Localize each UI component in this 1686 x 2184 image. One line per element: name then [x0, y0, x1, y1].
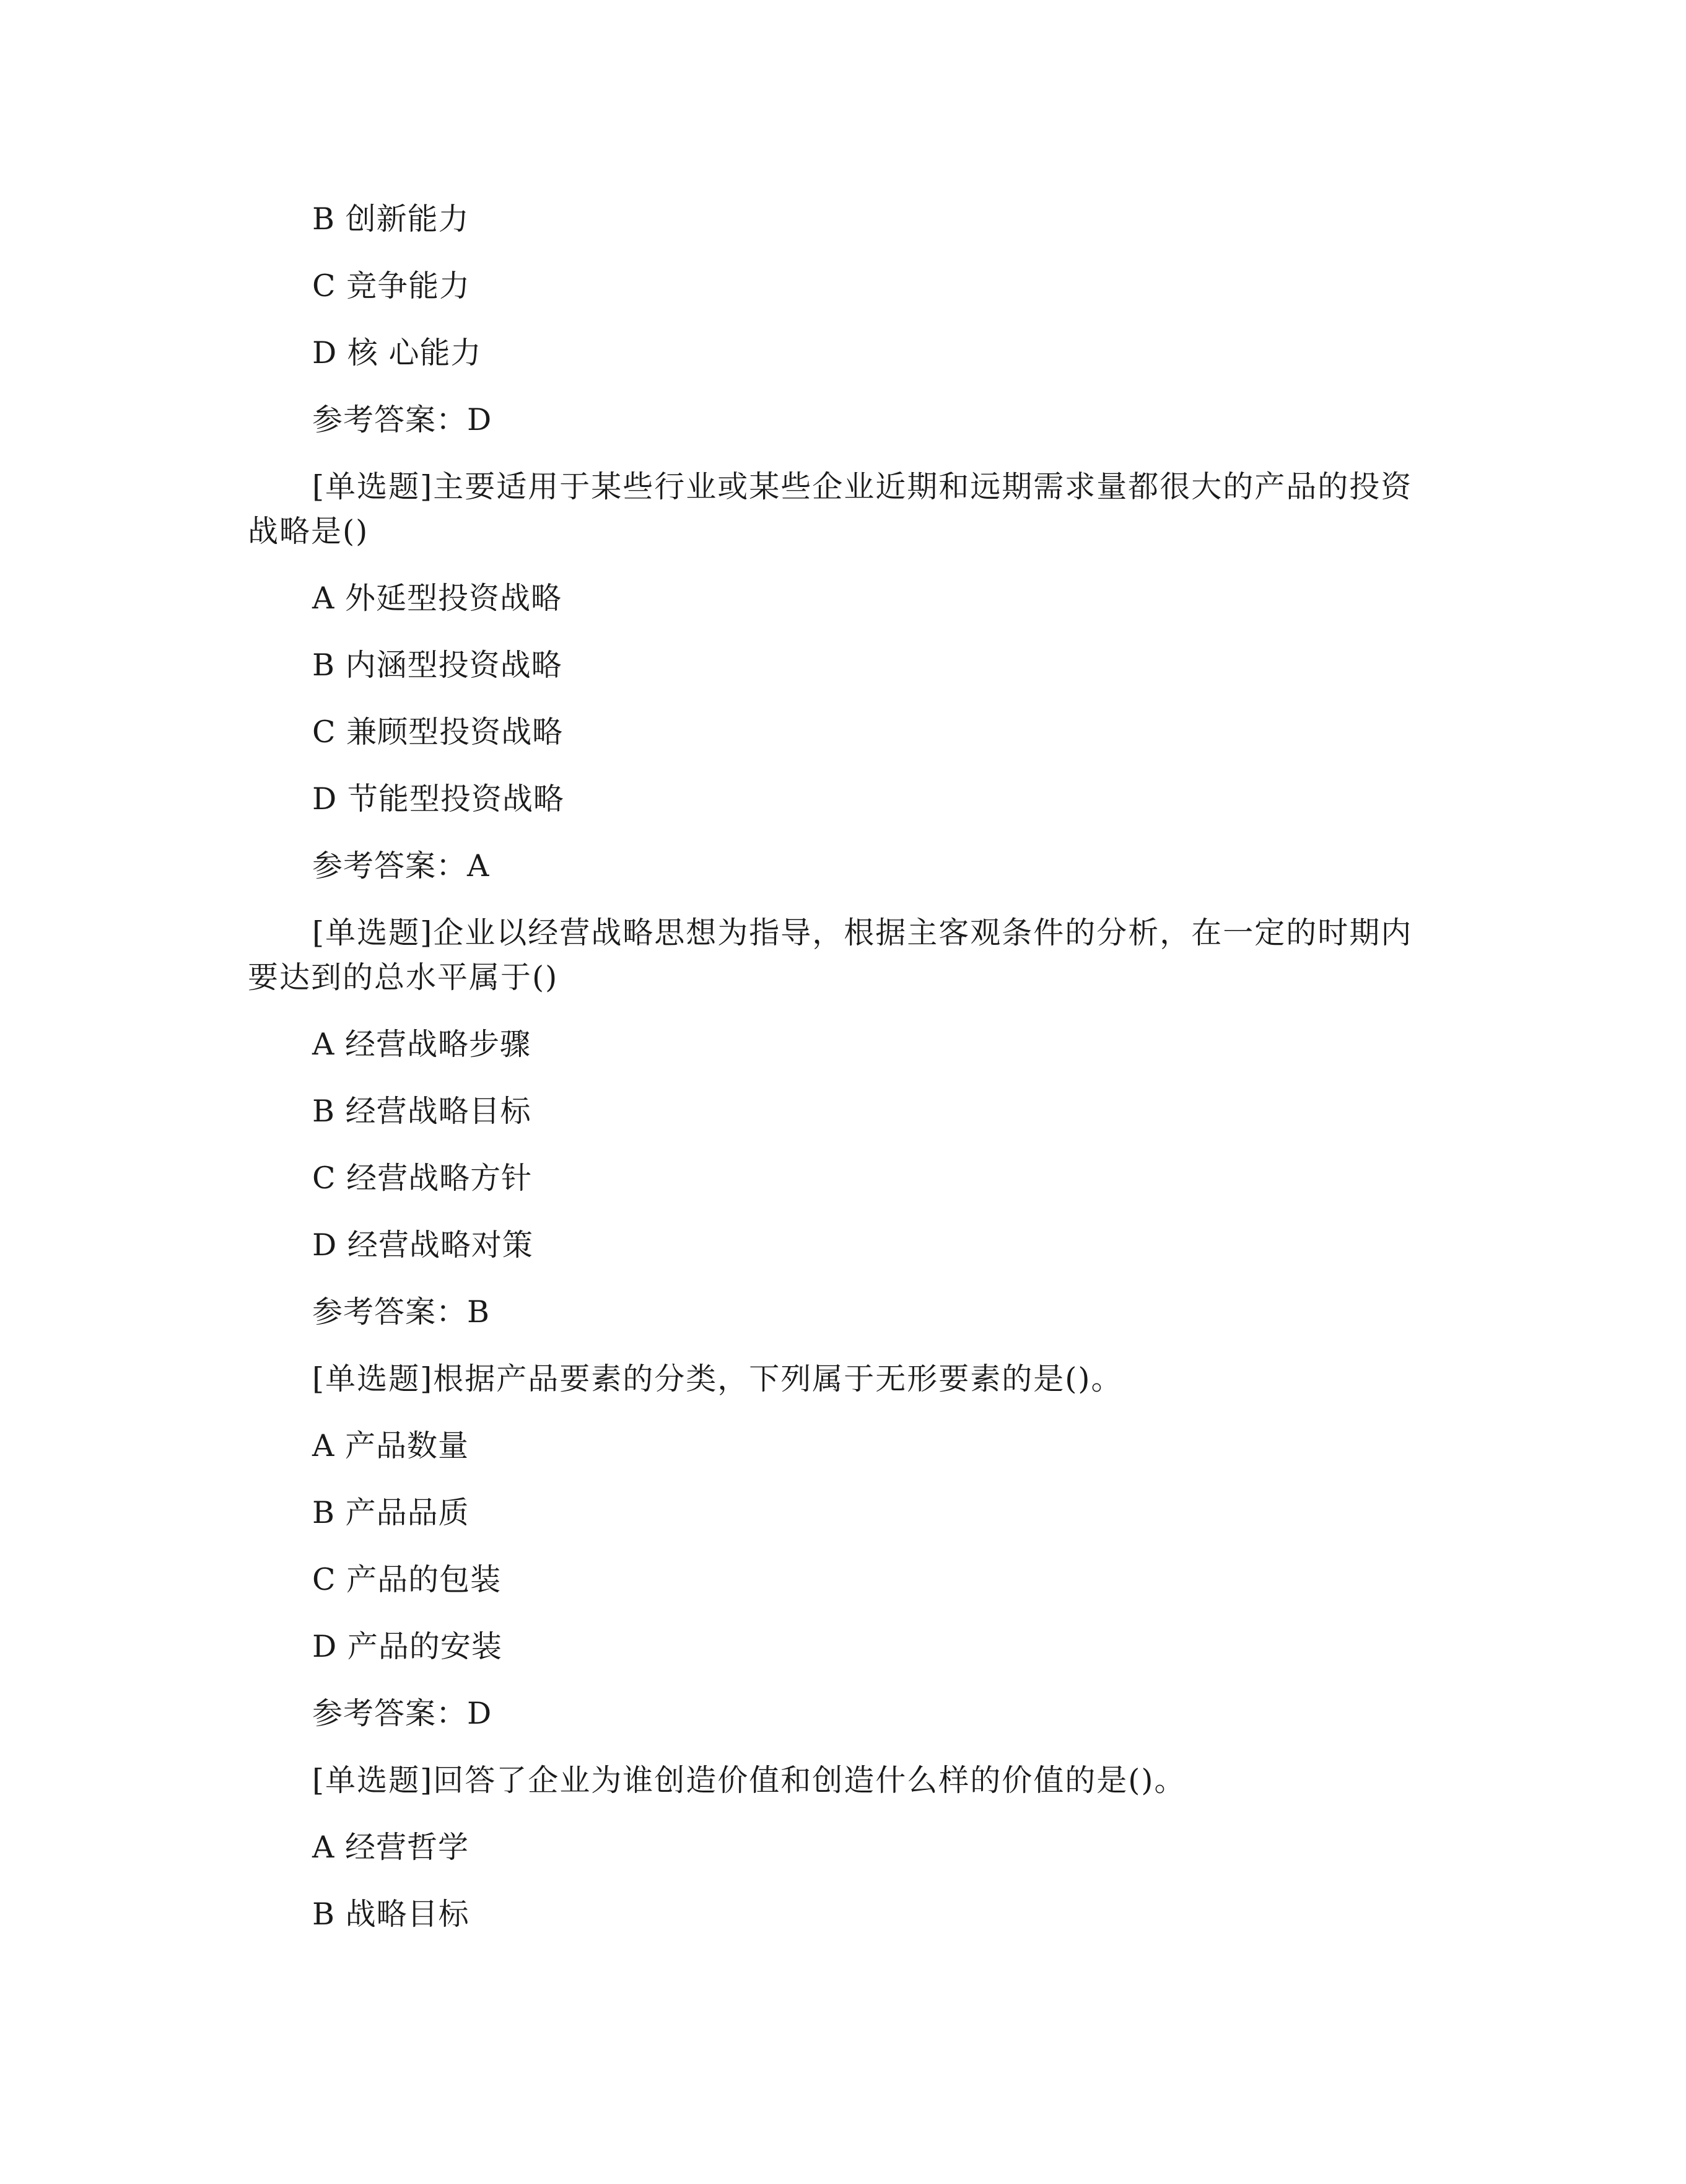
- question-text: [单选题]主要适用于某些行业或某些企业近期和远期需求量都很大的产品的投资战略是(): [248, 469, 1413, 549]
- option-line: A 产品数量: [312, 1428, 469, 1463]
- question-text: [单选题]企业以经营战略思想为指导，根据主客观条件的分析，在一定的时期内要达到的总水平属于(): [248, 915, 1413, 995]
- option-line: D 产品的安装: [312, 1629, 502, 1664]
- answer-line: 参考答案：D: [312, 1696, 492, 1731]
- option-line: B 内涵型投资战略: [312, 647, 562, 683]
- answer-line: 参考答案：A: [312, 848, 490, 884]
- option-line: B 经营战略目标: [312, 1094, 531, 1129]
- option-line: D 节能型投资战略: [312, 781, 564, 817]
- answer-line: 参考答案：B: [312, 1294, 491, 1330]
- option-line: D 核 心能力: [312, 335, 482, 371]
- question-text: [单选题]根据产品要素的分类，下列属于无形要素的是()。: [312, 1361, 1123, 1397]
- option-line: C 兼顾型投资战略: [312, 714, 564, 750]
- option-line: A 经营哲学: [312, 1830, 469, 1865]
- question-list: [248, 197, 1431, 1959]
- option-line: B 创新能力: [312, 201, 470, 237]
- option-line: D 经营战略对策: [312, 1227, 533, 1263]
- question-text: [单选题]回答了企业为谁创造价值和创造什么样的价值的是()。: [312, 1763, 1186, 1798]
- option-line: B 产品品质: [312, 1495, 470, 1530]
- option-line: C 经营战略方针: [312, 1160, 533, 1196]
- option-line: B 战略目标: [312, 1897, 470, 1932]
- option-line: A 经营战略步骤: [312, 1027, 531, 1062]
- answer-line: 参考答案：D: [312, 402, 492, 437]
- option-line: C 产品的包装: [312, 1562, 502, 1597]
- option-line: A 外延型投资战略: [312, 581, 562, 616]
- option-line: C 竞争能力: [312, 268, 471, 304]
